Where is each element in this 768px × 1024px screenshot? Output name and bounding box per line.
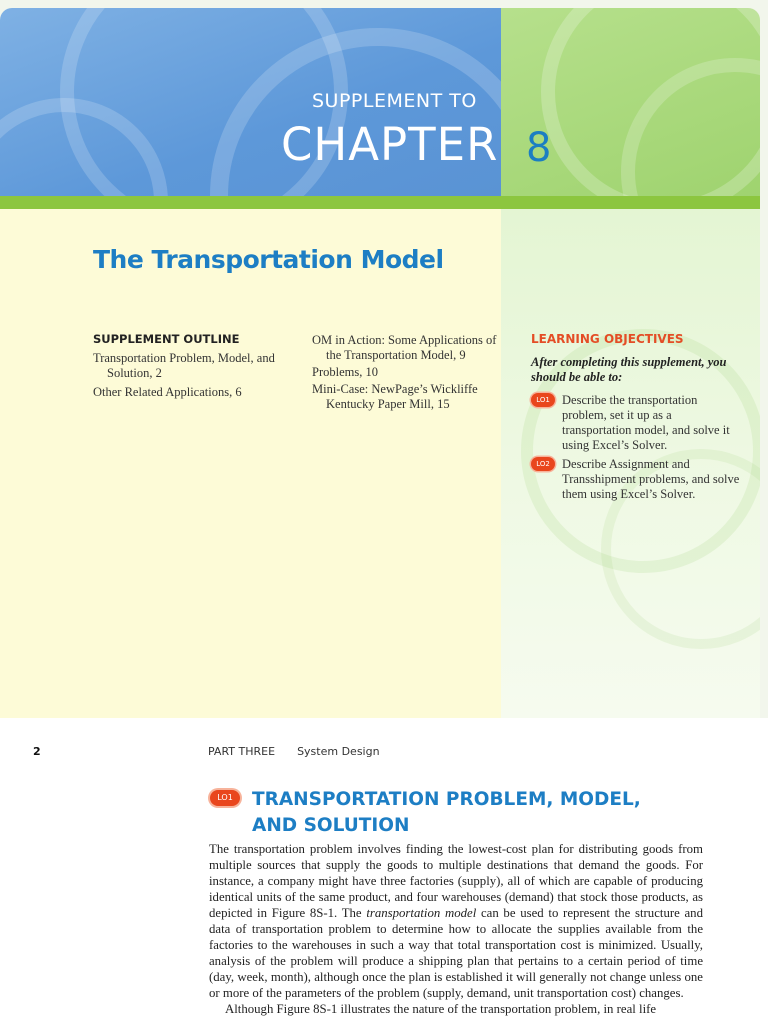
emphasis-term: transportation model: [366, 906, 477, 920]
outline-column-2: [312, 333, 502, 414]
outline-entry[interactable]: OM in Action: Some Applications of the Transportation Model, 9: [312, 333, 497, 362]
objective-text: Describe Assignment and Transshipment problems, and solve them using Excel’s Solver.: [562, 457, 740, 501]
chapter-number: 8: [526, 125, 552, 171]
lo-badge-icon: LO1: [531, 393, 555, 407]
paragraph: [209, 841, 703, 1001]
objectives-heading: LEARNING OBJECTIVES: [531, 332, 684, 346]
lo-badge-icon: LO1: [210, 790, 240, 806]
lo-badge-icon: LO2: [531, 457, 555, 471]
header-divider-bar: [0, 196, 760, 209]
outline-entry[interactable]: Problems, 10: [312, 365, 378, 379]
outline-heading: SUPPLEMENT OUTLINE: [93, 332, 240, 346]
outline-entry[interactable]: Other Related Applications, 6: [93, 385, 242, 399]
paragraph-text: The transportation problem involves finding the lowest-cost plan for distributing goods from multiple sources that supply the goods to multiple destinations that demand the goods. For instance, a company might have three factories (supply), all of which are capable of producing identical units of the same product, and four warehouses (demand) that stock those products, as depicted in Figure 8S-1. The: [209, 842, 703, 920]
page-title: The Transportation Model: [93, 245, 444, 274]
outline-panel: [0, 209, 501, 718]
objectives-intro: After completing this supplement, you should be able to:: [531, 355, 727, 384]
running-header: [208, 745, 380, 758]
section-heading: TRANSPORTATION PROBLEM, MODEL, AND SOLUTION: [252, 789, 641, 836]
page-number: 2: [33, 745, 41, 758]
body-text: [209, 841, 703, 1017]
objective-text: Describe the transportation problem, set it up as a transportation model, and solve it using Excel’s Solver.: [562, 393, 730, 452]
outline-entry[interactable]: Transportation Problem, Model, and Solution, 2: [93, 351, 275, 380]
section-label: System Design: [297, 745, 380, 758]
paragraph-text: can be used to represent the structure and data of transportation problem to determine how to allocate the supplies available from the factories to the warehouses in such a way that total transportation cost is minimized. Usually, analysis of the problem will produce a shipping plan that pertains to a certain period of time (day, week, month), although once the plan is established it will generally not change unless one or more of the parameters of the problem (supply, demand, unit transportation cost) changes.: [209, 906, 703, 1000]
part-label: PART THREE: [208, 745, 276, 758]
outline-entry[interactable]: Mini-Case: NewPage’s Wickliffe Kentucky Paper Mill, 15: [312, 382, 478, 411]
paragraph: Although Figure 8S-1 illustrates the nature of the transportation problem, in real life: [225, 1002, 657, 1016]
chapter-label: CHAPTER: [281, 118, 499, 171]
outline-column-1: [93, 351, 278, 404]
supplement-to-label: SUPPLEMENT TO: [312, 90, 477, 112]
